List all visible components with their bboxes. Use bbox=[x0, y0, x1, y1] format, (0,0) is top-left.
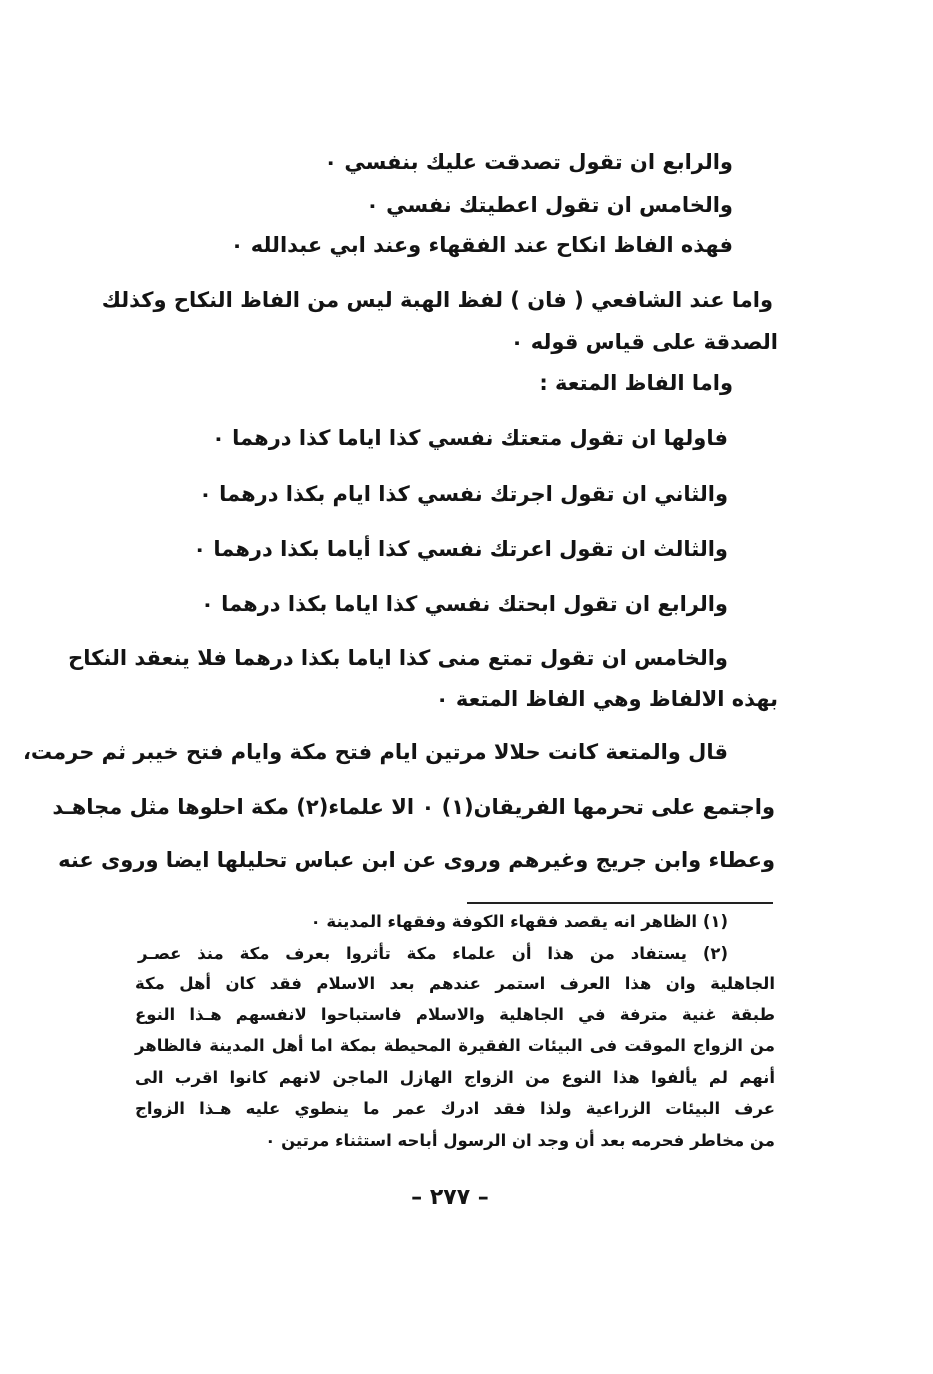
footnote-line: (١) الظاهر انه يقصد فقهاء الكوفة وفقهاء المدينة ٠ bbox=[310, 912, 728, 931]
text-line: وعطاء وابن جريج وغيرهم وروى عن ابن عباس تحليلها ايضا وروى عنه bbox=[58, 848, 775, 872]
text-line: الصدقة على قياس قوله ٠ bbox=[510, 330, 778, 354]
footnote-line: (٢) يستفاد من هذا أن علماء مكة تأثروا بعرف مكة منذ عصـر bbox=[138, 944, 728, 963]
text-line: والثالث ان تقول اعرتك نفسي كذا أياما بكذا درهما ٠ bbox=[193, 537, 728, 561]
text-line: والخامس ان تقول تمتع منى كذا اياما بكذا درهما فلا ينعقد النكاح bbox=[68, 646, 728, 670]
text-line: والرابع ان تقول تصدقت عليك بنفسي ٠ bbox=[324, 150, 733, 174]
text-line: قال والمتعة كانت حلالا مرتين ايام فتح مكة وايام فتح خيبر ثم حرمت، bbox=[22, 740, 728, 764]
text-line: والخامس ان تقول اعطيتك نفسي ٠ bbox=[365, 193, 733, 217]
text-line: فاولها ان تقول متعتك نفسي كذا اياما كذا درهما ٠ bbox=[212, 426, 728, 450]
footnote-line: طبقة غنية مترفة في الجاهلية والاسلام فاستباحوا لانفسهم هـذا النوع bbox=[135, 1005, 775, 1024]
text-line: واجتمع على تحرمها الفريقان(١) ٠ الا علماء(٢) مكة احلوها مثل مجاهـد bbox=[52, 795, 775, 819]
footnote-line: عرف البيئات الزراعية ولذا فقد ادرك عمر ما ينطوي عليه هـذا الزواج bbox=[135, 1099, 775, 1118]
text-line: بهذه الالفاظ وهي الفاظ المتعة ٠ bbox=[435, 687, 778, 711]
section-heading: واما الفاظ المتعة : bbox=[539, 371, 733, 395]
footnote-divider bbox=[467, 902, 773, 904]
footnote-line: الجاهلية وان هذا العرف استمر عندهم بعد الاسلام فقد كان أهل مكة bbox=[135, 974, 775, 993]
text-line: واما عند الشافعي ( فان ) لفظ الهبة ليس من الفاظ النكاح وكذلك bbox=[101, 288, 773, 312]
footnote-line: أنهم لم يألفوا هذا النوع من الزواج الهازل الماجن لانهم كانوا اقرب الى bbox=[135, 1068, 775, 1087]
footnote-line: من الزواج الموقت فى البيئات الفقيرة المحيطة بمكة اما أهل المدينة فالظاهر bbox=[135, 1036, 775, 1055]
footnote-line: من مخاطر فحرمه بعد أن وجد ان الرسول أباحه استثناء مرتين ٠ bbox=[265, 1131, 775, 1150]
text-line: والرابع ان تقول ابحتك نفسي كذا اياما بكذا درهما ٠ bbox=[201, 592, 728, 616]
text-line: فهذه الفاظ انكاح عند الفقهاء وعند ابي عبدالله ٠ bbox=[230, 233, 733, 257]
page-number: – ٢٧٧ – bbox=[411, 1185, 489, 1210]
text-line: والثاني ان تقول اجرتك نفسي كذا ايام بكذا درهما ٠ bbox=[198, 482, 728, 506]
